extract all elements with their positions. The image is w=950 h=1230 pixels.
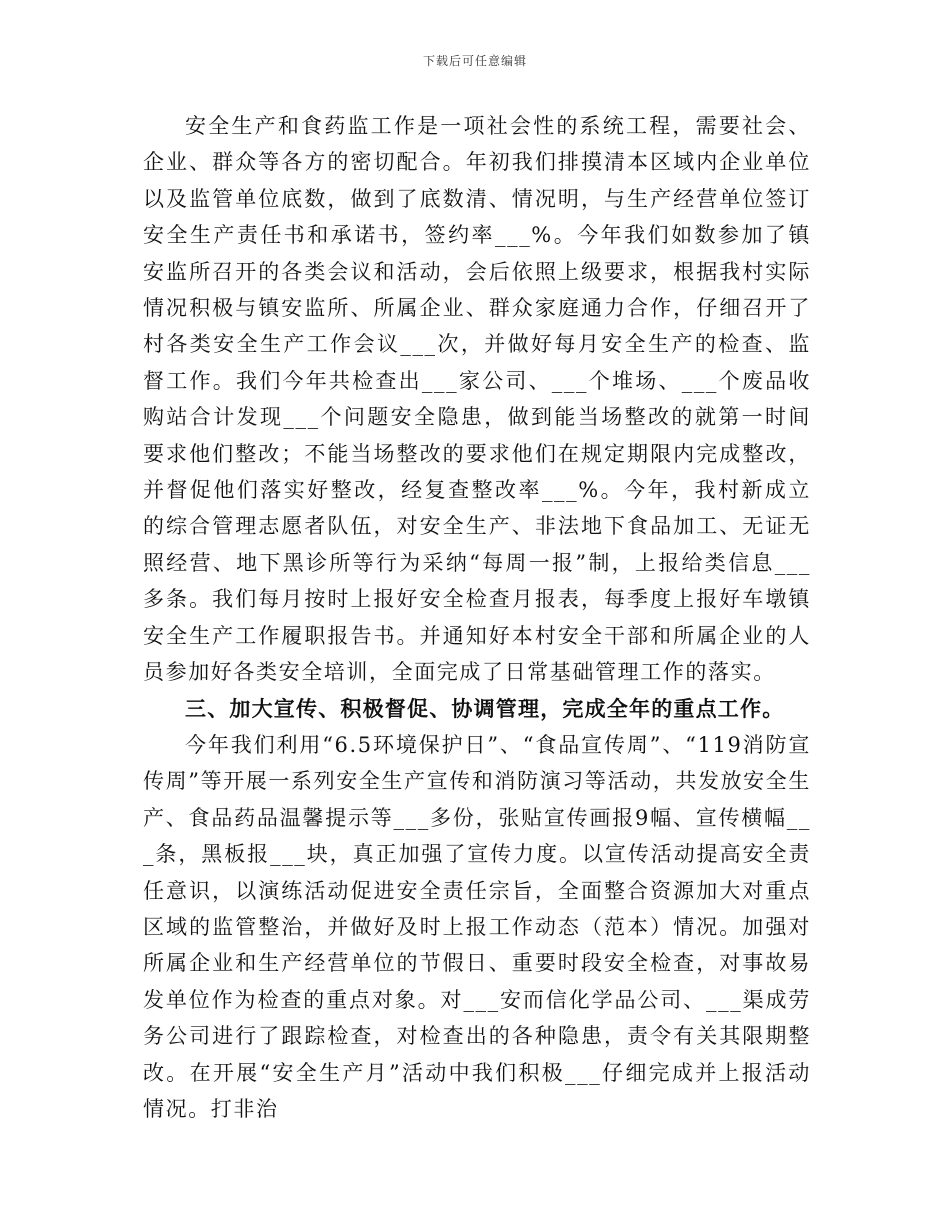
paragraph-daily-management: 安全生产和食药监工作是一项社会性的系统工程，需要社会、企业、群众等各方的密切配合。年初我们排摸清本区域内企业单位以及监管单位底数，做到了底数清、情况明，与生产经营单位签订安全生产责任书和承诺书，签约率___%。今年我们如数参加了镇安监所召开的各类会议和活动，会后依照上级要求，根据我村实际情况积极与镇安监所、所属企业、群众家庭通力合作，仔细召开了村各类安全生产工作会议___次，并做好每月安全生产的检查、监督工作。我们今年共检查出___家公司、___个堆场、___个废品收购站合计发现___个问题安全隐患，做到能当场整改的就第一时间要求他们整改；不能当场整改的要求他们在规定期限内完成整改，并督促他们落实好整改，经复查整改率___%。今年，我村新成立的综合管理志愿者队伍，对安全生产、非法地下食品加工、无证无照经营、地下黑诊所等行为采纳“每周一报”制，上报给类信息___多条。我们每月按时上报好安全检查月报表，每季度上报好车墩镇安全生产工作履职报告书。并通知好本村安全干部和所属企业的人员参加好各类安全培训，全面完成了日常基础管理工作的落实。 [143, 114, 811, 685]
document-body [143, 108, 811, 1127]
page-header: 下载后可任意编辑 [422, 54, 527, 68]
paragraph-publicity: 今年我们利用“6.5环境保护日”、“食品宣传周”、“119消防宣传周”等开展一系列安全生产宣传和消防演习等活动，共发放安全生产、食品药品温馨提示等___多份，张贴宣传画报9幅、宣传横幅___条，黑板报___块，真正加强了宣传力度。以宣传活动提高安全责任意识，以演练活动促进安全责任宗旨，全面整合资源加大对重点区域的监管整治，并做好及时上报工作动态（范本）情况。加强对所属企业和生产经营单位的节假日、重要时段安全检查，对事故易发单位作为检查的重点对象。对___安而信化学品公司、___渠成劳务公司进行了跟踪检查，对检查出的各种隐患，责令有关其限期整改。在开展“安全生产月”活动中我们积极___仔细完成并上报活动情况。打非治 [143, 732, 811, 1121]
section-heading-three: 三、加大宣传、积极督促、协调管理，完成全年的重点工作。 [185, 696, 785, 721]
